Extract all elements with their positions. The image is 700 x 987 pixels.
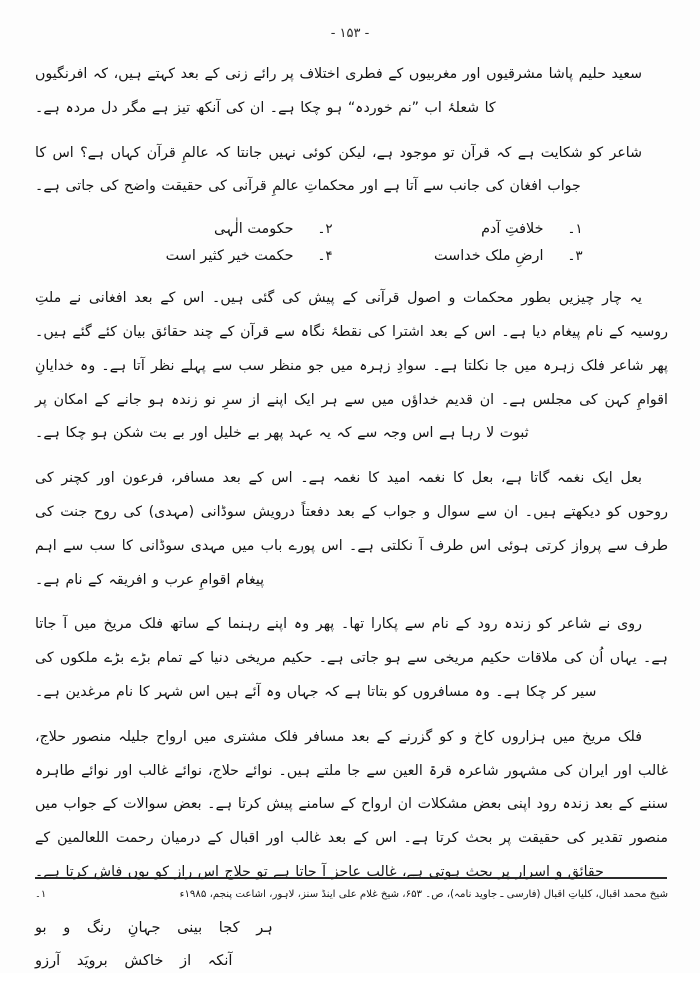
list-item-number: ۲۔: [317, 221, 333, 238]
footnote-marker: ۱۔: [35, 889, 47, 900]
body-paragraph-6: فلک مریخ میں ہزاروں کاخ و کو گزرنے کے بعد مسافر فلک مشتری میں ارواح جلیلہ منصور حلاج، غالب اور ایران کی مشہور شاعرہ قرۃ العین سے جا ملتے ہیں۔ نوائے حلاج، نوائے غالب اور نوائے طاہرہ سننے کے بعد زندہ رود اپنی بعض مشکلات ان ارواح کے سامنے پیش کرتا ہے۔ بعض سوالات کے جواب میں منصور تقدیر کی حقیقت پر بحث کرتا ہے۔ اس کے بعد غالب اور اقبال کے درمیان رحمت اللعالمین کے حقائق و اسرار پر بحث ہوتی ہے، غالب عاجز آ جاتا ہے تو حلاج اس راز کو یوں فاش کرتا ہے۔: [35, 728, 668, 880]
persian-couplet: [35, 912, 668, 978]
principles-list: [35, 221, 668, 264]
list-item-1: [352, 221, 602, 237]
body-paragraph-5: روی نے شاعر کو زندہ رود کے نام سے پکارا تھا۔ پھر وہ اپنے رہنما کے ساتھ فلک مریخ میں آ جاتا ہے۔ یہاں اُن کی ملاقات حکیم مریخی سے ہو جاتی ہے۔ حکیم مریخی دنیا کے تمام بڑے بڑے ملکوں کی سیر کر چکا ہے۔ وہ مسافروں کو بتاتا ہے کہ جہاں وہ آئے ہیں اس شہر کا نام مرغدین ہے۔: [35, 616, 668, 700]
list-item-label: خلافتِ آدم: [481, 221, 544, 238]
list-item-2: [102, 221, 352, 237]
list-item-label: حکمت خیر کثیر است: [165, 248, 294, 265]
list-row: [35, 221, 668, 237]
list-item-number: ۳۔: [567, 248, 583, 265]
verse-line-2: آنکہ از خاکش برویَد آرزو: [35, 951, 233, 969]
page-content: [35, 58, 668, 987]
list-item-number: ۴۔: [317, 248, 333, 265]
footnote-divider: [35, 877, 667, 879]
verse-line-1: ہر کجا بینی جہانِ رنگ و بو: [35, 918, 273, 936]
list-item-label: ارضِ ملک خداست: [434, 248, 544, 265]
list-row: [35, 248, 668, 264]
body-paragraph-2: شاعر کو شکایت ہے کہ قرآن تو موجود ہے، لیکن کوئی نہیں جانتا کہ عالمِ قرآن کہاں ہے؟ اس کا جواب افغان کی جانب سے آتا ہے اور محکماتِ عالمِ قرآنی کی حقیقت واضح کی جاتی ہے۔: [35, 144, 642, 195]
footnote: [35, 886, 668, 904]
body-paragraph-1: سعید حلیم پاشا مشرقیوں اور مغربیوں کے فطری اختلاف پر رائے زنی کے بعد کہتے ہیں، کہ افرنگیوں کا شعلۂ اب ”نم خوردہ“ ہو چکا ہے۔ ان کی آنکھ تیز ہے مگر دل مردہ ہے۔: [35, 66, 642, 116]
list-item-4: [102, 248, 352, 264]
list-item-number: ۱۔: [567, 221, 583, 238]
body-paragraph-4: بعل ایک نغمہ گاتا ہے، بعل کا نغمہ امید کا نغمہ ہے۔ اس کے بعد مسافر، فرعون اور کچنر کی روحوں کو دیکھتے ہیں۔ ان سے سوال و جواب کے بعد دفعتاً درویش سوڈانی (مہدی) کی روح جنت کی طرف سے پرواز کرتی ہوئی اس طرف آ نکلتی ہے۔ اس پورے باب میں مہدی سوڈانی کا سب سے اہم پیغام اقوامِ عرب و افریقہ کے نام ہے۔: [35, 470, 668, 588]
list-item-3: [352, 248, 602, 264]
page-number: - ۱۵۳ -: [330, 26, 370, 41]
list-item-label: حکومت الٰہی: [214, 221, 294, 238]
body-paragraph-3: یہ چار چیزیں بطور محکمات و اصول قرآنی کے پیش کی گئی ہیں۔ اس کے بعد افغانی نے ملتِ روسیہ کے نام پیغام دیا ہے۔ اس کے بعد اشترا کی نقطۂ نگاہ سے قرآن کے چند حقائق بیان کئے گئے ہیں۔ پھر شاعر فلک زہرہ میں جا نکلتا ہے۔ سوادِ زہرہ میں جو منظر سب سے پہلے نظر آتا ہے۔ وہ خدایانِ اقوامِ کہن کی مجلس ہے۔ ان قدیم خداؤں میں سے ہر ایک اپنے از سرِ نو زندہ ہو جانے کے امکان پر ثبوت لا رہا ہے اس وجہ سے کہ یہ عہد پھر بے خلیل اور بے بت شکن ہو چکا ہے۔: [35, 290, 668, 442]
footnote-citation: شیخ محمد اقبال، کلیاتِ اقبال (فارسی ـ جاوید نامہ)، ص۔ ۶۵۳، شیخ غلام علی اینڈ سنز، لاہور، اشاعت پنجم، ۱۹۸۵ء: [179, 889, 668, 900]
